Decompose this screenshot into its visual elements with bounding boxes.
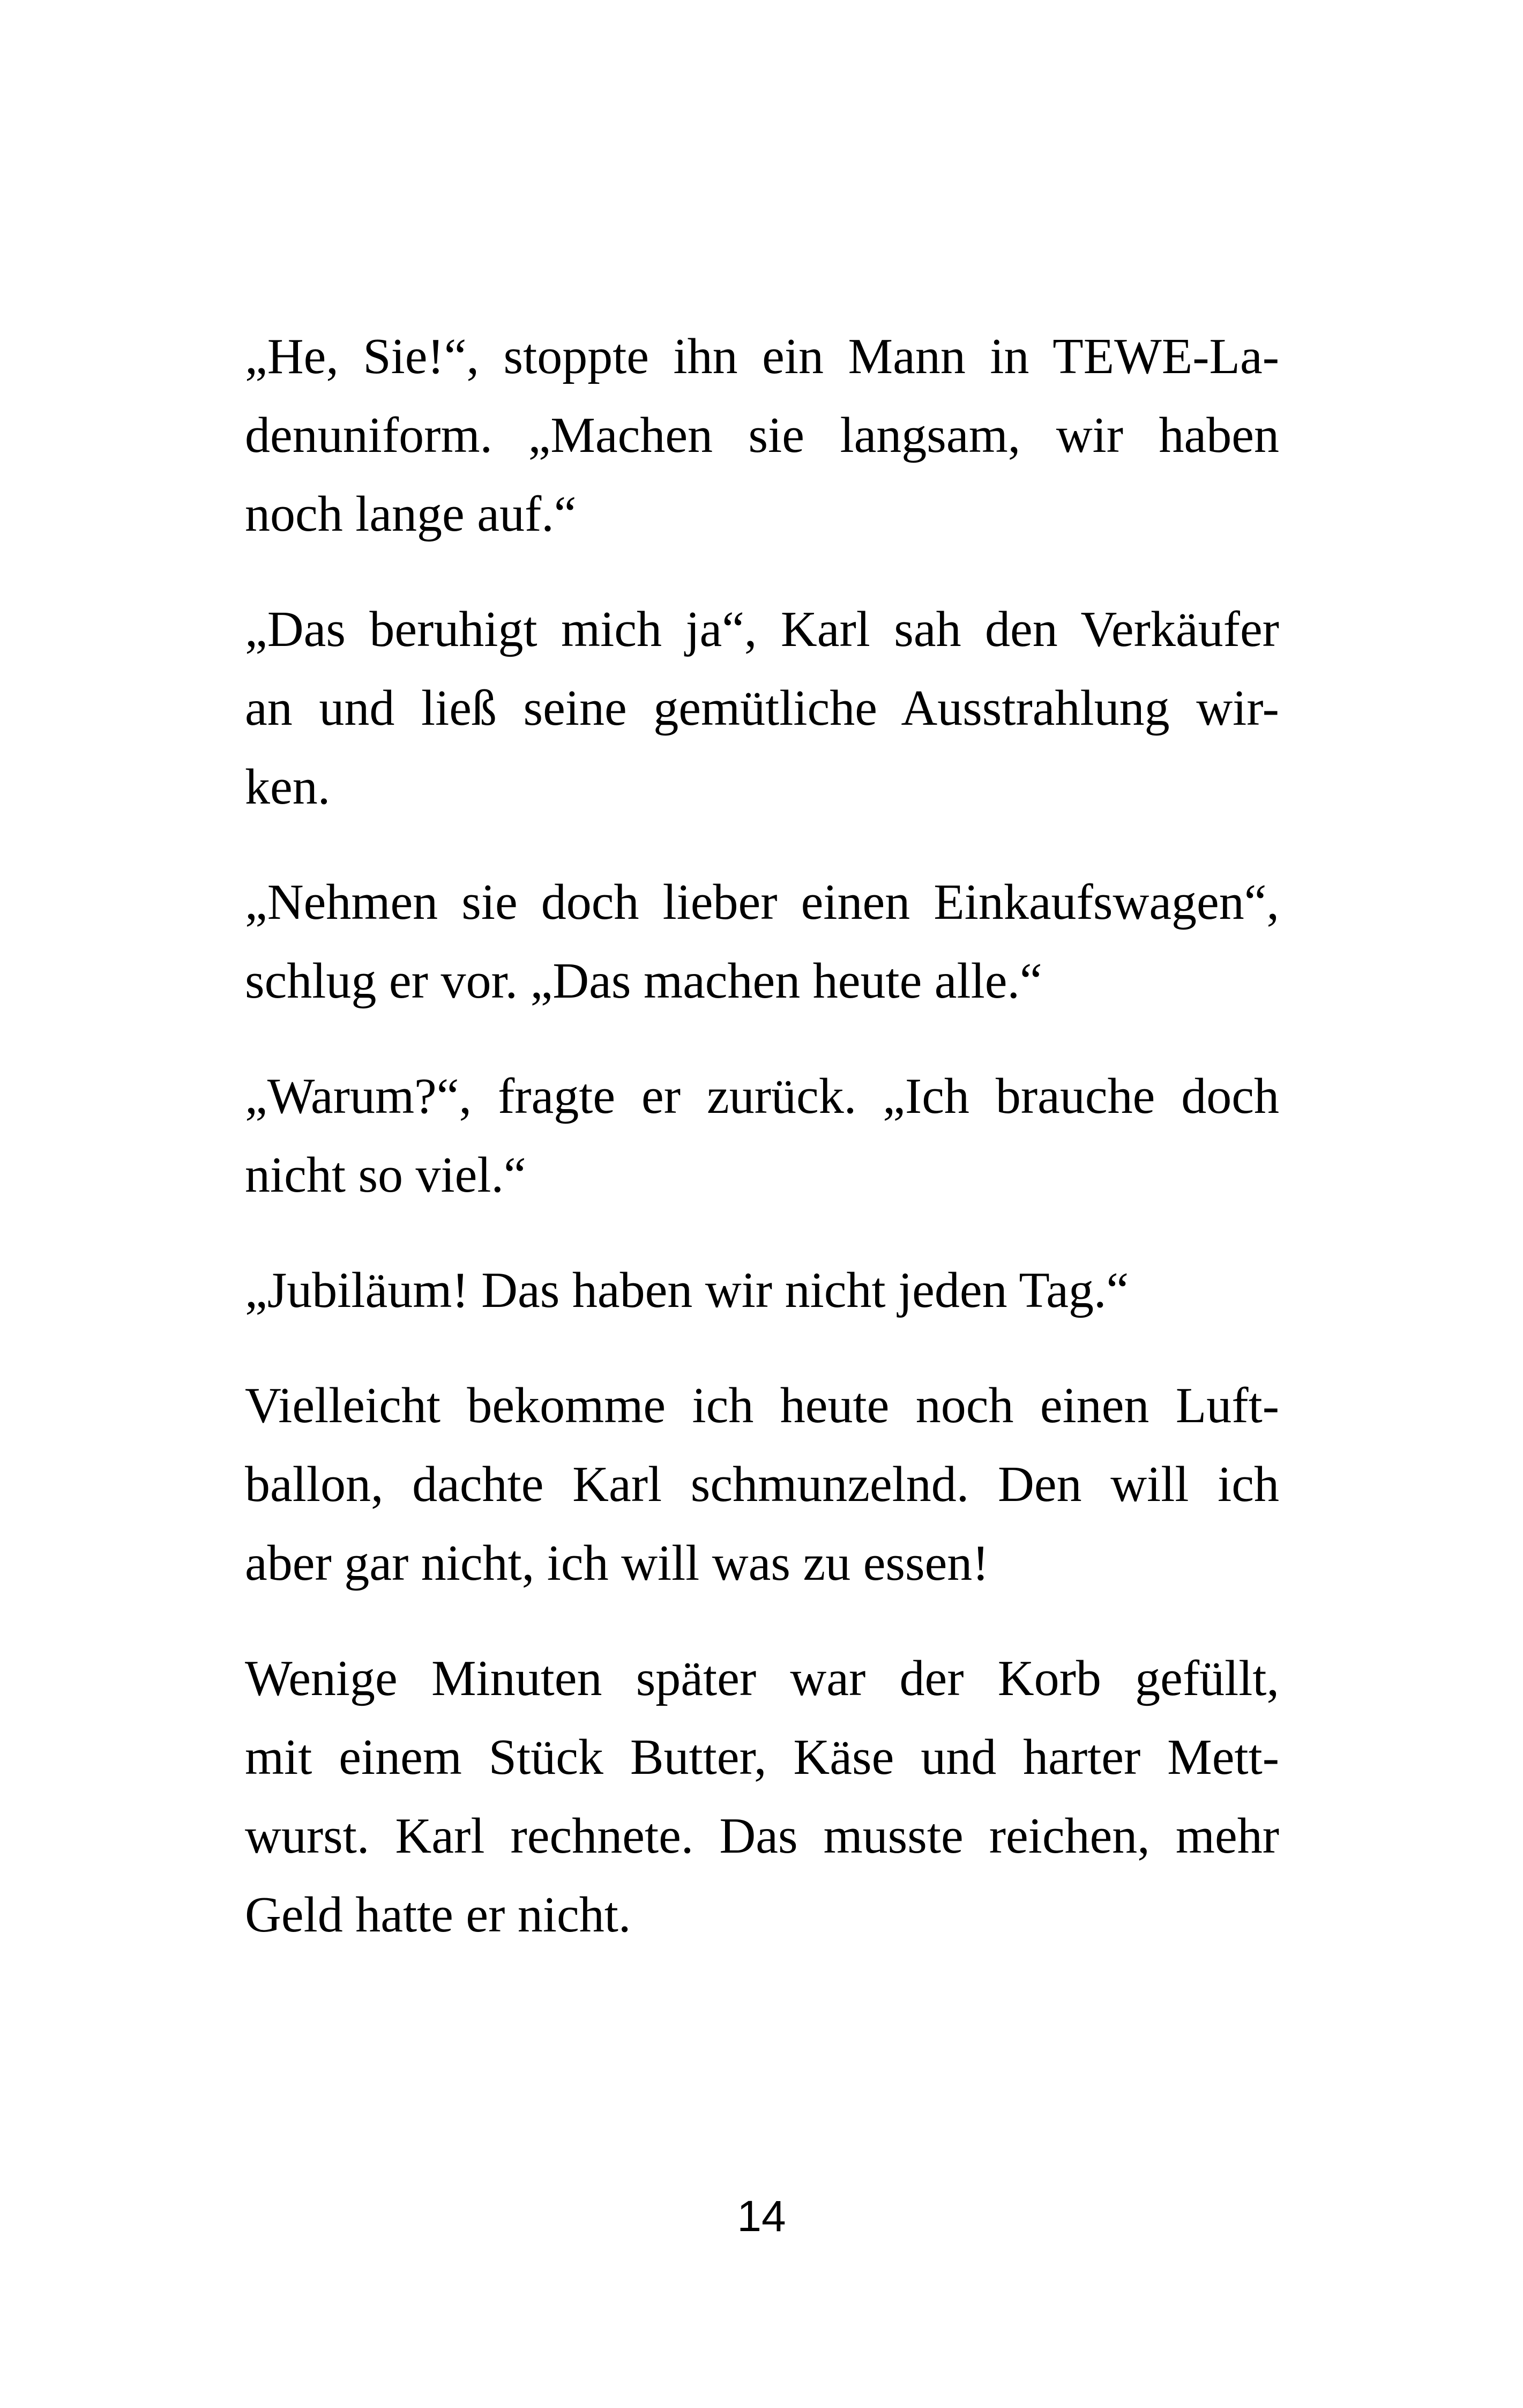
text-line: mit einem Stück Butter, Käse und harter Mett- bbox=[245, 1729, 1279, 1785]
text-line: nicht so viel.“ bbox=[245, 1147, 526, 1203]
text-line: Wenige Minuten später war der Korb gefüllt, bbox=[245, 1651, 1279, 1706]
paragraph bbox=[245, 590, 1279, 827]
text-line: Geld hatte er nicht. bbox=[245, 1887, 631, 1943]
text-line: an und ließ seine gemütliche Ausstrahlung wir- bbox=[245, 680, 1279, 736]
text-line: schlug er vor. „Das machen heute alle.“ bbox=[245, 953, 1042, 1009]
text-line: „Das beruhigt mich ja“, Karl sah den Verkäufer bbox=[245, 601, 1279, 657]
text-line: noch lange auf.“ bbox=[245, 486, 577, 542]
paragraph bbox=[245, 1639, 1279, 1954]
paragraph bbox=[245, 317, 1279, 554]
text-line: wurst. Karl rechnete. Das musste reichen, mehr bbox=[245, 1808, 1279, 1864]
paragraph bbox=[245, 863, 1279, 1021]
text-line: ken. bbox=[245, 759, 331, 815]
text-line: „Nehmen sie doch lieber einen Einkaufswagen“, bbox=[245, 874, 1279, 930]
page-number: 14 bbox=[737, 2192, 786, 2241]
page-text-block bbox=[245, 317, 1279, 1991]
paragraph bbox=[245, 1251, 1279, 1330]
text-line: Vielleicht bekomme ich heute noch einen Luft- bbox=[245, 1378, 1279, 1433]
paragraph bbox=[245, 1057, 1279, 1215]
text-line: „Warum?“, fragte er zurück. „Ich brauche doch bbox=[245, 1068, 1279, 1124]
text-line: aber gar nicht, ich will was zu essen! bbox=[245, 1535, 989, 1591]
text-line: denuniform. „Machen sie langsam, wir haben bbox=[245, 407, 1279, 463]
text-line: „Jubiläum! Das haben wir nicht jeden Tag.“ bbox=[245, 1262, 1129, 1318]
text-line: „He, Sie!“, stoppte ihn ein Mann in TEWE-La- bbox=[245, 329, 1279, 384]
paragraph bbox=[245, 1366, 1279, 1603]
text-line: ballon, dachte Karl schmunzelnd. Den will ich bbox=[245, 1456, 1279, 1512]
